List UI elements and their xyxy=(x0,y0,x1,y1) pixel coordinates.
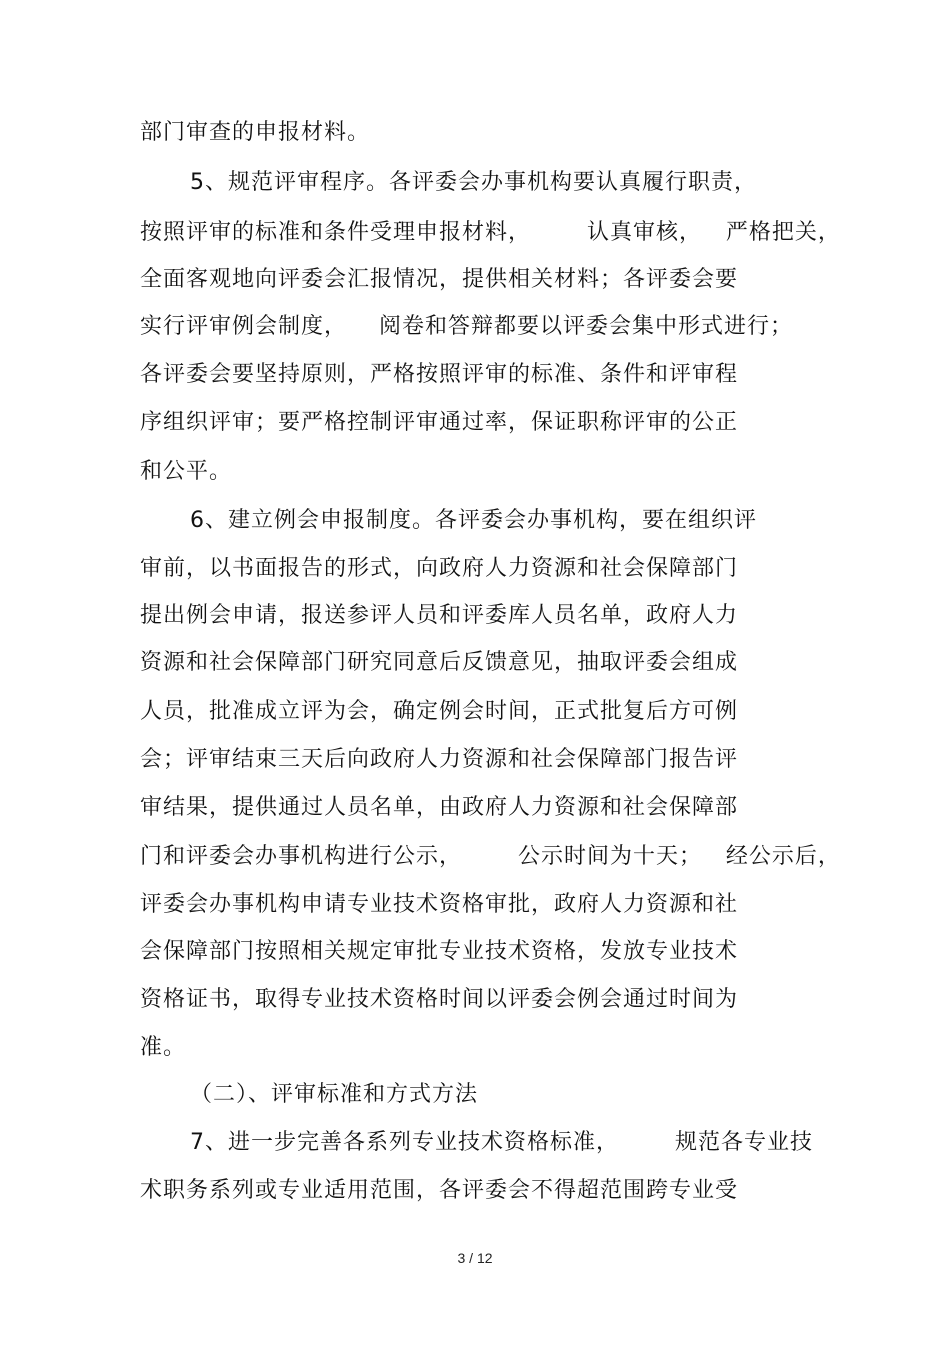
text-line: 人员，批准成立评为会，确定例会时间，正式批复后方可例 xyxy=(140,699,739,724)
text-line: 术职务系列或专业适用范围，各评委会不得超范围跨专业受 xyxy=(140,1178,739,1203)
text-line: 提出例会申请，报送参评人员和评委库人员名单，政府人力 xyxy=(140,603,739,628)
text-line: 按照评审的标准和条件受理申报材料， 认真审核， 严格把关， xyxy=(140,220,841,245)
text-line: 部门审查的申报材料。 xyxy=(140,120,371,145)
text-line: 会保障部门按照相关规定审批专业技术资格，发放专业技术 xyxy=(140,939,739,964)
text-line: 5、规范评审程序。各评委会办事机构要认真履行职责， xyxy=(190,170,757,195)
text-line: 审前，以书面报告的形式，向政府人力资源和社会保障部门 xyxy=(140,556,739,581)
text-line: 评委会办事机构申请专业技术资格审批，政府人力资源和社 xyxy=(140,892,739,917)
text-line: 门和评委会办事机构进行公示， 公示时间为十天； 经公示后， xyxy=(140,844,841,869)
section-heading: （二）、评审标准和方式方法 xyxy=(190,1082,479,1107)
text-line: 准。 xyxy=(140,1035,187,1060)
text-line: 资格证书，取得专业技术资格时间以评委会例会通过时间为 xyxy=(140,987,739,1012)
text-line: 各评委会要坚持原则，严格按照评审的标准、条件和评审程 xyxy=(140,362,739,387)
text-line: 资源和社会保障部门研究同意后反馈意见，抽取评委会组成 xyxy=(140,650,739,675)
text-line: 6、建立例会申报制度。各评委会办事机构，要在组织评 xyxy=(190,508,757,533)
page-number: 3 / 12 xyxy=(457,1250,493,1266)
text-line: 全面客观地向评委会汇报情况，提供相关材料；各评委会要 xyxy=(140,267,739,292)
text-line: 7、进一步完善各系列专业技术资格标准， 规范各专业技 xyxy=(190,1130,813,1155)
text-line: 会；评审结束三天后向政府人力资源和社会保障部门报告评 xyxy=(140,747,739,772)
text-line: 审结果，提供通过人员名单，由政府人力资源和社会保障部 xyxy=(140,795,739,820)
text-line: 实行评审例会制度， 阅卷和答辩都要以评委会集中形式进行； xyxy=(140,314,793,339)
text-line: 和公平。 xyxy=(140,459,233,484)
text-line: 序组织评审；要严格控制评审通过率，保证职称评审的公正 xyxy=(140,410,739,435)
